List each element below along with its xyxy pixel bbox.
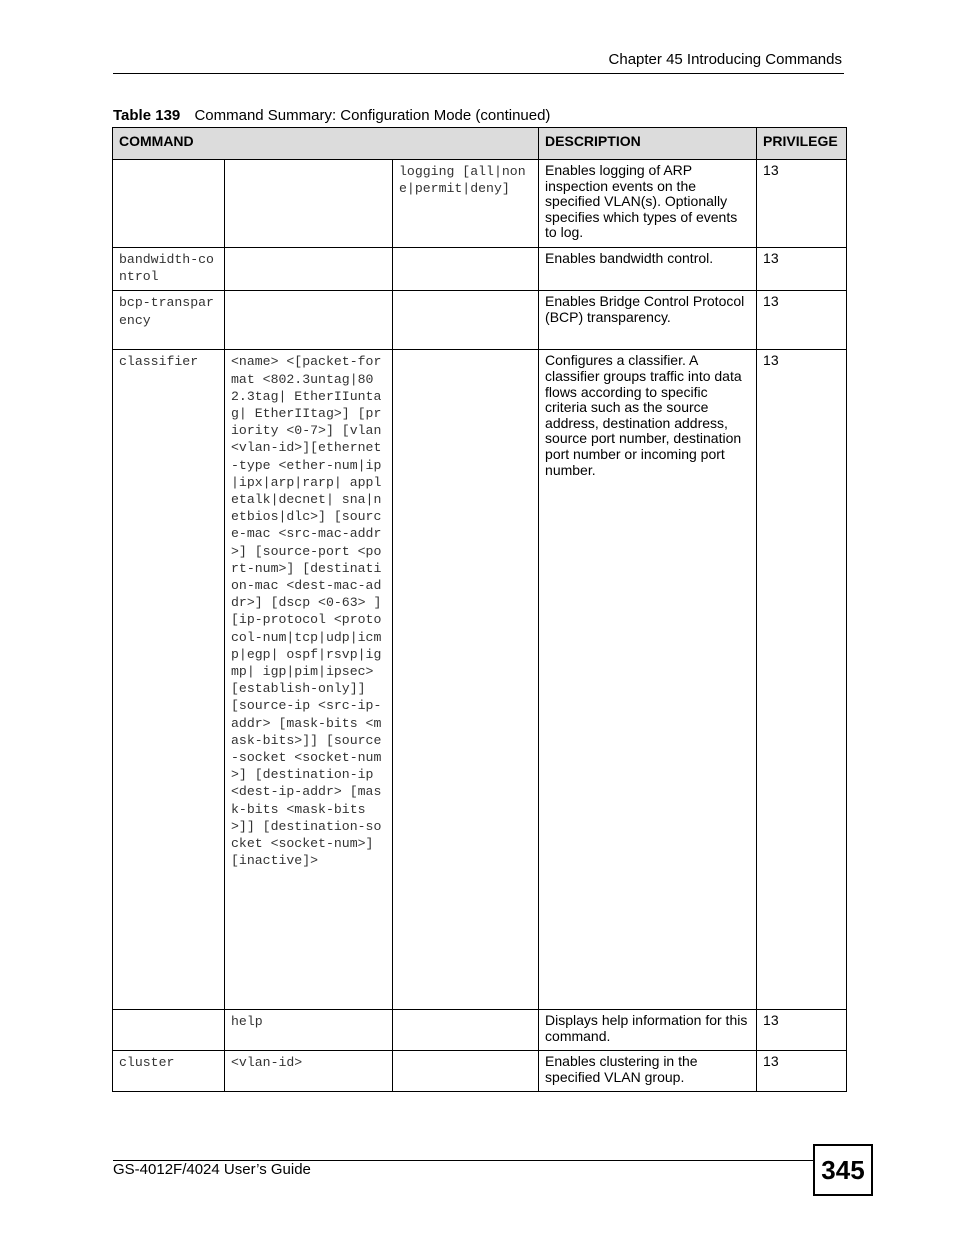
privilege-cell: 13	[757, 350, 847, 1010]
command-cell-2: help	[225, 1010, 393, 1051]
privilege-cell: 13	[757, 291, 847, 350]
command-cell-1: bandwidth-control	[113, 248, 225, 291]
description-cell: Enables clustering in the specified VLAN group.	[539, 1051, 757, 1092]
description-cell: Enables Bridge Control Protocol (BCP) transparency.	[539, 291, 757, 350]
command-cell-1	[113, 160, 225, 248]
description-cell: Enables logging of ARP inspection events on the specified VLAN(s). Optionally specifies which types of events to log.	[539, 160, 757, 248]
column-header-description: DESCRIPTION	[539, 128, 757, 160]
command-cell-2	[225, 160, 393, 248]
column-header-command: COMMAND	[113, 128, 539, 160]
command-cell-1: classifier	[113, 350, 225, 1010]
command-cell-3	[393, 1010, 539, 1051]
privilege-cell: 13	[757, 1010, 847, 1051]
privilege-cell: 13	[757, 160, 847, 248]
command-cell-2	[225, 291, 393, 350]
table-caption	[113, 107, 550, 124]
chapter-title: Chapter 45 Introducing Commands	[608, 51, 842, 68]
column-header-privilege: PRIVILEGE	[757, 128, 847, 160]
table-row	[113, 248, 847, 291]
command-cell-2: <name> <[packet-format <802.3untag|802.3tag| EtherIIuntag| EtherIItag>] [priority <0-7>] [vlan <vlan-id>][ethernet-type <ether-num|ip|ipx|arp|rarp| appletalk|decnet| sna|netbios|dlc>] [source-mac <src-mac-addr>] [source-port <port-num>] [destination-mac <dest-mac-addr>] [dscp <0-63> ] [ip-protocol <protocol-num|tcp|udp|icmp|egp| ospf|rsvp|igmp| igp|pim|ipsec> [establish-only]] [source-ip <src-ip-addr> [mask-bits <mask-bits>]] [source-socket <socket-num>] [destination-ip <dest-ip-addr> [mask-bits <mask-bits>]] [destination-socket <socket-num>] [inactive]>	[225, 350, 393, 1010]
table-row	[113, 1010, 847, 1051]
header-divider	[113, 73, 844, 74]
command-cell-3	[393, 248, 539, 291]
command-cell-1: cluster	[113, 1051, 225, 1092]
table-caption-number: Table 139	[113, 107, 181, 124]
privilege-cell: 13	[757, 248, 847, 291]
command-cell-3: logging [all|none|permit|deny]	[393, 160, 539, 248]
table-row	[113, 350, 847, 1010]
command-cell-1: bcp-transparency	[113, 291, 225, 350]
description-cell: Enables bandwidth control.	[539, 248, 757, 291]
command-summary-table	[112, 127, 847, 1092]
privilege-cell: 13	[757, 1051, 847, 1092]
table-row	[113, 291, 847, 350]
page-number: 345	[813, 1144, 873, 1196]
command-cell-2	[225, 248, 393, 291]
guide-title: GS-4012F/4024 User’s Guide	[113, 1161, 311, 1178]
command-cell-2: <vlan-id>	[225, 1051, 393, 1092]
command-cell-3	[393, 1051, 539, 1092]
description-cell: Displays help information for this command.	[539, 1010, 757, 1051]
table-caption-text: Command Summary: Configuration Mode (continued)	[194, 107, 551, 124]
command-cell-1	[113, 1010, 225, 1051]
command-cell-3	[393, 350, 539, 1010]
description-cell: Configures a classifier. A classifier groups traffic into data flows according to specific criteria such as the source address, destination address, source port number, destination port number or incoming port number.	[539, 350, 757, 1010]
command-cell-3	[393, 291, 539, 350]
table-row	[113, 160, 847, 248]
table-header-row	[113, 128, 847, 160]
table-row	[113, 1051, 847, 1092]
